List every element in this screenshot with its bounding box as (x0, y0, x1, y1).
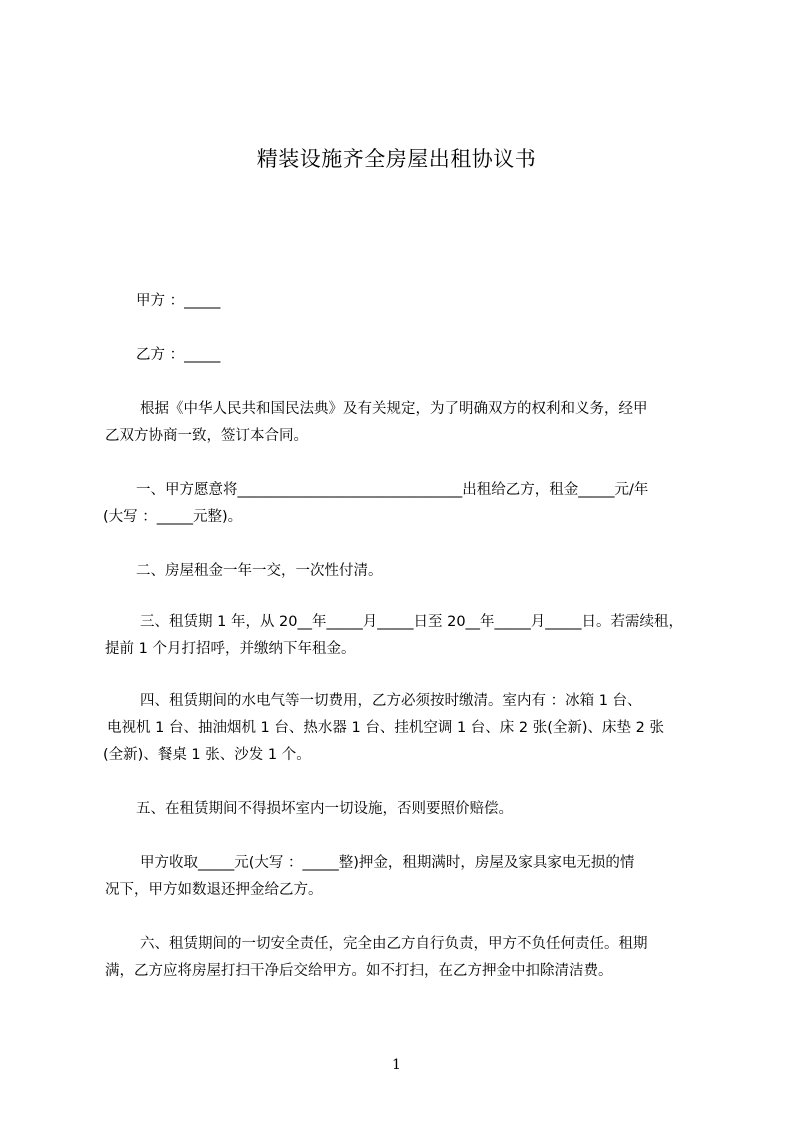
clause4-line-2: 电视机 1 台、抽油烟机 1 台、热水器 1 台、挂机空调 1 台、床 2 张(全新)、床垫 2 张 (107, 720, 664, 736)
clause6-line-1: 六、租赁期间的一切安全责任，完全由乙方自行负责，甲方不负任何责任。租期 (140, 936, 648, 952)
clause6-line-2: 满，乙方应将房屋打扫干净后交给甲方。如不打扫，在乙方押金中扣除清洁费。 (105, 963, 613, 979)
deposit-line-2: 况下，甲方如数退还押金给乙方。 (105, 882, 323, 898)
deposit-line-1: 甲方收取_____元(大写 ：_____整)押金，租期满时，房屋及家具家电无损的情 (140, 855, 635, 871)
document-title: 精装设施齐全房屋出租协议书 (256, 147, 537, 171)
clause1-line-1: 一、甲方愿意将_______________________________出租给乙方，租金_____元/年 (136, 482, 649, 498)
party-a-line: 甲方 ：_____ (136, 293, 221, 309)
intro-line-2: 乙双方协商一致，签订本合同。 (105, 428, 308, 444)
clause3-line-1: 三、租赁期 1 年，从 20__年_____月_____日至 20__年_____月_____日。若需续租， (140, 614, 684, 630)
page-number: 1 (392, 1057, 401, 1073)
clause3-line-2: 提前 1 个月打招呼，并缴纳下年租金。 (105, 641, 356, 657)
clause4-line-1: 四、租赁期间的水电气等一切费用，乙方必须按时缴清。室内有 ：冰箱 1 台、 (140, 693, 642, 709)
intro-line-1: 根据《中华人民共和国民法典》及有关规定，为了明确双方的权利和义务，经甲 (140, 401, 648, 417)
clause1-line-2: (大写 ：_____元整)。 (103, 509, 243, 525)
clause2-line-1: 二、房屋租金一年一交，一次性付清。 (136, 563, 383, 579)
party-b-line: 乙方 ：_____ (136, 347, 221, 363)
clause4-line-3: (全新)、餐桌 1 张、沙发 1 个。 (103, 747, 311, 763)
clause5-line-1: 五、在租赁期间不得损坏室内一切设施，否则要照价赔偿。 (136, 801, 513, 817)
